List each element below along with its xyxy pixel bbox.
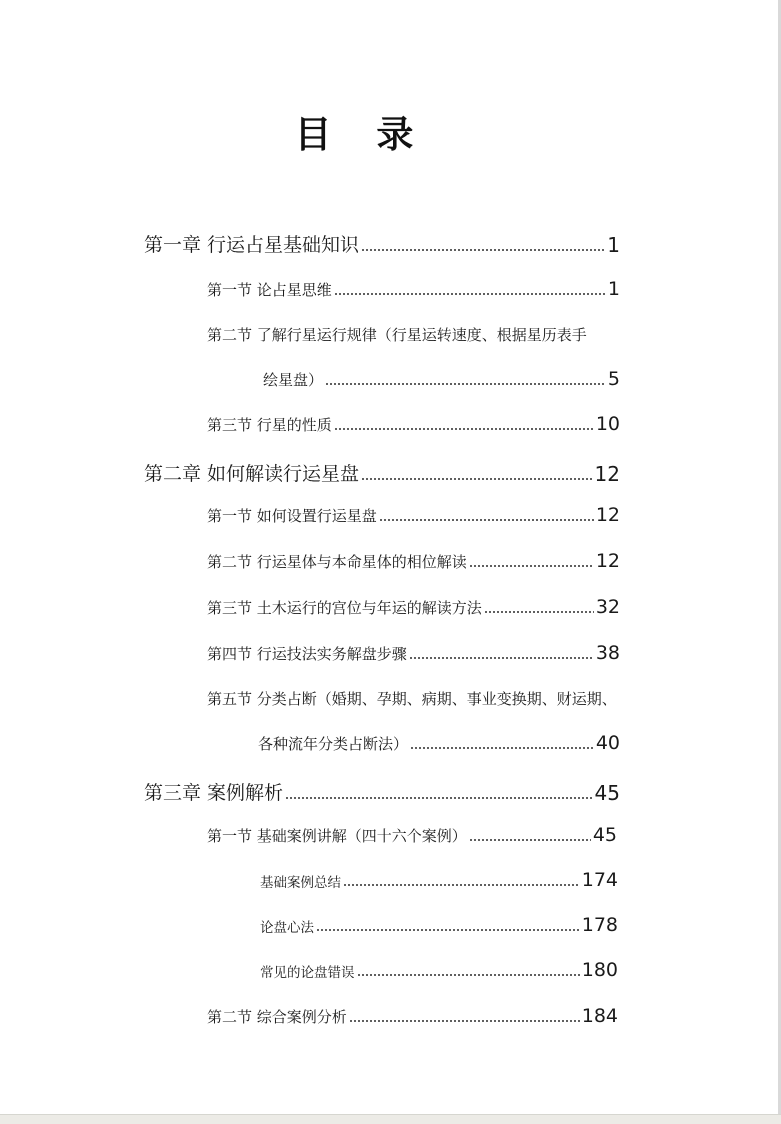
dot-leader xyxy=(334,428,594,430)
page-bottom-edge xyxy=(0,1114,781,1124)
toc-page-number: 12 xyxy=(595,550,620,572)
toc-section-1-3 xyxy=(207,413,620,435)
toc-page-number: 32 xyxy=(595,596,620,618)
toc-page-number: 180 xyxy=(581,959,618,981)
dot-leader xyxy=(285,797,593,799)
toc-entry-title: 第二节 综合案例分析 xyxy=(207,1008,347,1026)
dot-leader xyxy=(325,383,606,385)
toc-section-1-2-line1: 第二节 了解行星运行规律（行星运转速度、根据星历表手 xyxy=(207,326,587,344)
toc-chapter-3 xyxy=(144,778,620,805)
toc-entry-title: 第三节 行星的性质 xyxy=(207,416,332,434)
toc-section-2-5-line1: 第五节 分类占断（婚期、孕期、病期、事业变换期、财运期、 xyxy=(207,690,617,708)
toc-page-number: 10 xyxy=(595,413,620,435)
toc-entry-title: 绘星盘） xyxy=(263,371,324,389)
toc-entry-title: 基础案例总结 xyxy=(260,875,341,891)
toc-section-2-1 xyxy=(207,504,620,526)
dot-leader xyxy=(334,293,606,295)
toc-page-number: 5 xyxy=(607,368,620,390)
toc-section-2-3 xyxy=(207,596,620,618)
toc-page-number: 12 xyxy=(594,462,620,486)
toc-section-1-1 xyxy=(207,278,620,300)
toc-section-2-4 xyxy=(207,642,620,664)
dot-leader xyxy=(357,974,580,976)
dot-leader xyxy=(409,657,594,659)
toc-section-2-2 xyxy=(207,550,620,572)
dot-leader xyxy=(484,611,594,613)
toc-chapter-1 xyxy=(144,230,620,257)
toc-chapter-2 xyxy=(144,459,620,486)
toc-entry-title: 第二章 如何解读行运星盘 xyxy=(144,463,360,485)
toc-section-2-5-line2 xyxy=(258,732,620,754)
toc-page-number: 45 xyxy=(592,824,617,846)
toc-subsection-3-1-b xyxy=(260,914,618,936)
toc-page-number: 1 xyxy=(607,278,620,300)
toc-entry-title: 第一节 基础案例讲解（四十六个案例） xyxy=(207,827,467,845)
dot-leader xyxy=(361,478,593,480)
page-title: 目 录 xyxy=(294,112,430,156)
toc-entry-title: 第四节 行运技法实务解盘步骤 xyxy=(207,645,407,663)
toc-page-number: 174 xyxy=(581,869,618,891)
dot-leader xyxy=(361,249,605,251)
dot-leader xyxy=(316,929,580,931)
toc-page-number: 38 xyxy=(595,642,620,664)
toc-page-number: 12 xyxy=(595,504,620,526)
toc-section-3-1 xyxy=(207,824,617,846)
toc-subsection-3-1-c xyxy=(260,959,618,981)
dot-leader xyxy=(410,747,594,749)
toc-entry-title: 第一章 行运占星基础知识 xyxy=(144,234,360,256)
toc-entry-title: 第二节 行运星体与本命星体的相位解读 xyxy=(207,553,467,571)
dot-leader xyxy=(349,1020,580,1022)
dot-leader xyxy=(469,565,594,567)
toc-page-number: 178 xyxy=(581,914,618,936)
toc-entry-title: 第三节 土木运行的宫位与年运的解读方法 xyxy=(207,599,482,617)
toc-section-1-2-line2 xyxy=(263,368,620,390)
toc-entry-title: 第一节 论占星思维 xyxy=(207,281,332,299)
toc-entry-title: 常见的论盘错误 xyxy=(260,965,355,981)
dot-leader xyxy=(343,884,580,886)
toc-entry-title: 论盘心法 xyxy=(260,920,314,936)
toc-entry-title: 第三章 案例解析 xyxy=(144,782,284,804)
toc-section-3-2 xyxy=(207,1005,618,1027)
toc-page-number: 45 xyxy=(594,781,620,805)
toc-entry-title: 各种流年分类占断法） xyxy=(258,735,409,753)
dot-leader xyxy=(379,519,594,521)
dot-leader xyxy=(469,839,591,841)
toc-page-number: 1 xyxy=(607,233,620,257)
toc-page-number: 184 xyxy=(581,1005,618,1027)
toc-subsection-3-1-a xyxy=(260,869,618,891)
toc-entry-title: 第一节 如何设置行运星盘 xyxy=(207,507,377,525)
toc-page-number: 40 xyxy=(595,732,620,754)
